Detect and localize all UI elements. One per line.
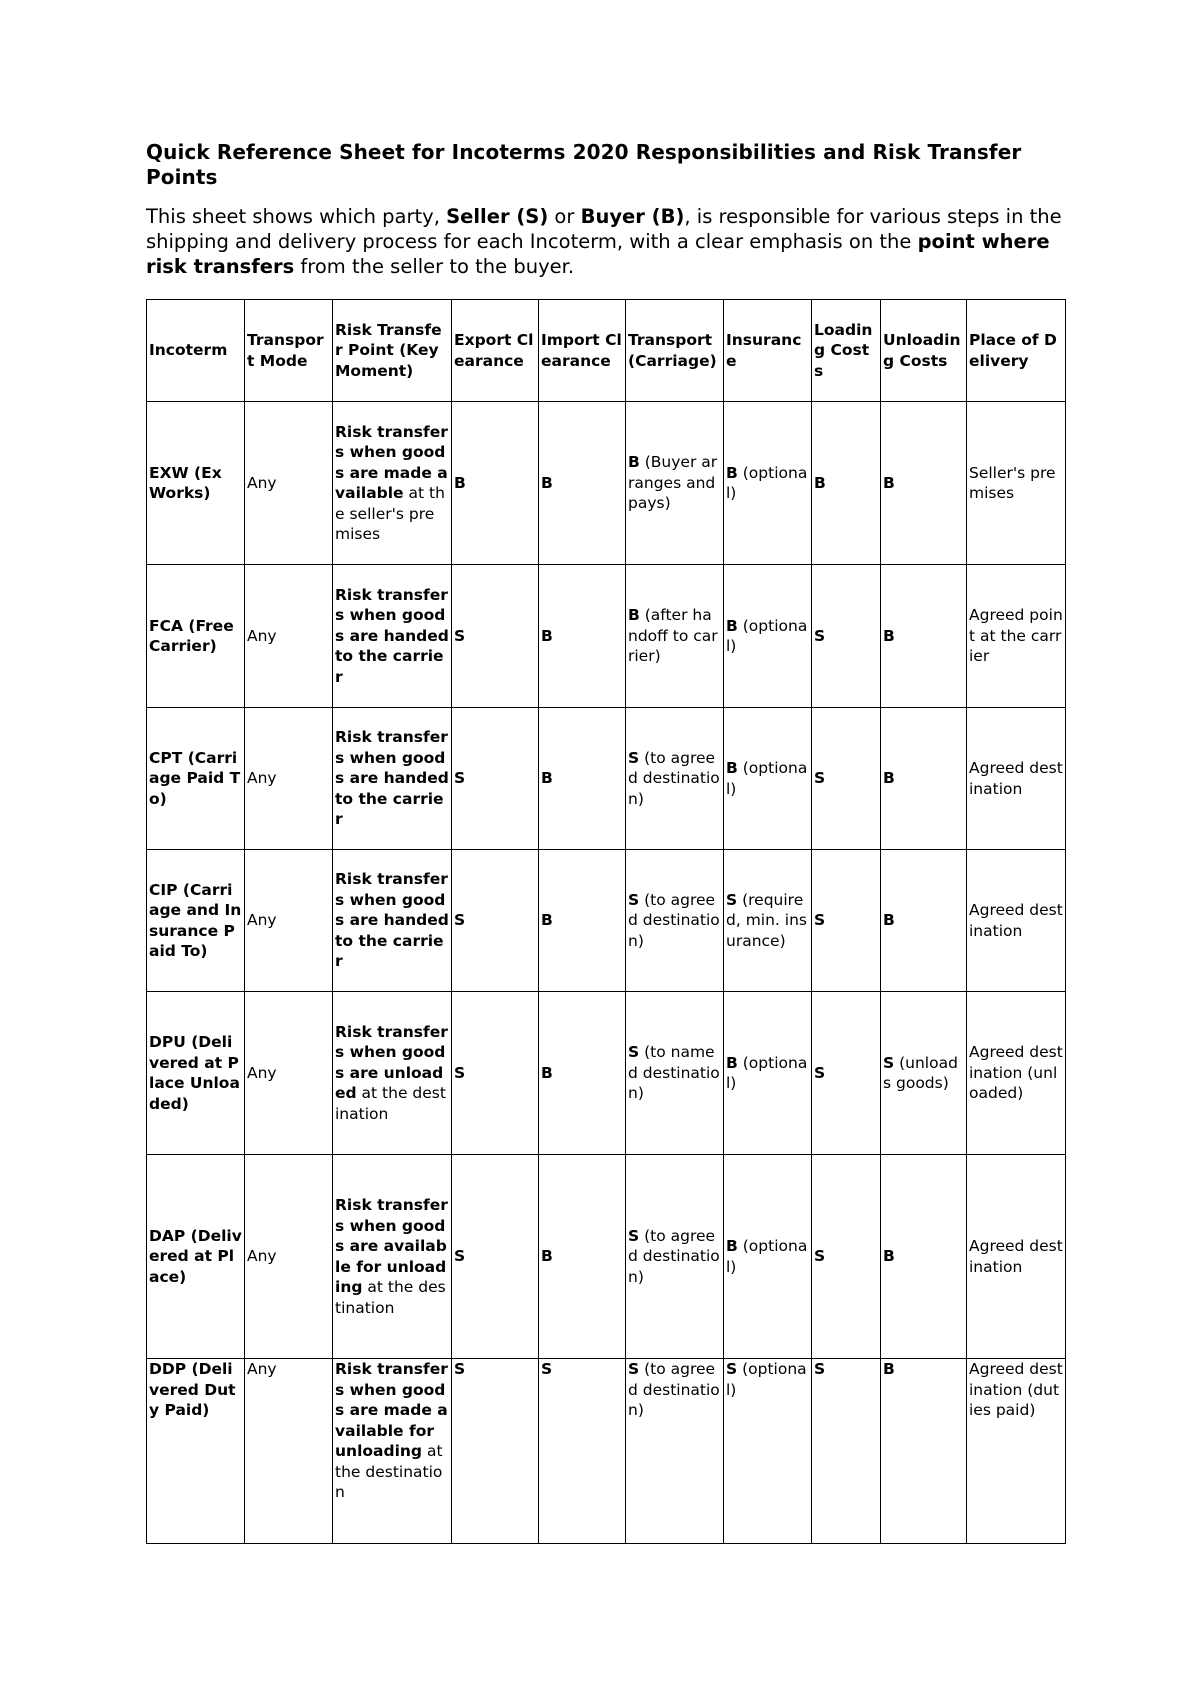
party-code: S <box>883 1053 895 1072</box>
cell-export-clearance: S <box>452 1155 539 1359</box>
intro-text: from the seller to the buyer. <box>294 255 575 278</box>
party-code: B <box>726 759 738 777</box>
header-loading-costs: Loading Costs <box>812 300 881 402</box>
party-note: (optional) <box>726 1360 807 1399</box>
cell-place-of-delivery: Agreed destination <box>967 1155 1066 1359</box>
cell-place-of-delivery: Agreed destination <box>967 708 1066 850</box>
document-page <box>146 140 1064 1544</box>
party-code: B <box>883 769 895 788</box>
cell-transport <box>626 708 724 850</box>
cell-import-clearance: B <box>539 1155 626 1359</box>
cell-transport-mode: Any <box>245 565 333 708</box>
intro-text: This sheet shows which party, <box>146 205 447 228</box>
party-code: S <box>628 748 640 767</box>
risk-key-text: Risk transfers when goods are handed to the carrier <box>335 870 449 971</box>
cell-unloading-costs <box>881 708 967 850</box>
cell-loading-costs: S <box>812 850 881 992</box>
cell-unloading-costs <box>881 1155 967 1359</box>
cell-export-clearance: B <box>452 402 539 565</box>
cell-export-clearance: S <box>452 1359 539 1544</box>
cell-loading-costs: S <box>812 1155 881 1359</box>
intro-text: or <box>548 205 581 228</box>
cell-import-clearance: S <box>539 1359 626 1544</box>
cell-risk-transfer <box>333 1155 452 1359</box>
risk-detail-text: at the destination <box>335 1084 446 1123</box>
party-code: B <box>726 616 738 635</box>
cell-place-of-delivery: Seller's premises <box>967 402 1066 565</box>
seller-label: Seller (S) <box>446 205 549 228</box>
cell-place-of-delivery: Agreed destination <box>967 850 1066 992</box>
header-transport: Transport (Carriage) <box>626 300 724 402</box>
document-title: Quick Reference Sheet for Incoterms 2020 Responsibilities and Risk Transfer Points <box>146 140 1022 189</box>
party-note: (optional) <box>726 1237 808 1276</box>
cell-risk-transfer <box>333 402 452 565</box>
table-row <box>147 565 1066 708</box>
cell-insurance <box>724 850 812 992</box>
cell-insurance <box>724 565 812 708</box>
cell-transport <box>626 402 724 565</box>
party-code: B <box>883 1360 895 1378</box>
incoterms-table <box>146 299 1066 1544</box>
cell-risk-transfer <box>333 992 452 1155</box>
table-row <box>147 850 1066 992</box>
risk-detail-text: at the destination <box>335 1278 446 1317</box>
party-note: (to named destination) <box>628 1043 720 1103</box>
cell-risk-transfer <box>333 565 452 708</box>
cell-transport <box>626 992 724 1155</box>
header-insurance: Insurance <box>724 300 812 402</box>
cell-insurance <box>724 402 812 565</box>
cell-import-clearance: B <box>539 992 626 1155</box>
table-header-row <box>147 300 1066 402</box>
cell-incoterm: DDP (Delivered Duty Paid) <box>147 1359 245 1544</box>
risk-point-emphasis: point where risk transfers <box>146 230 1050 278</box>
cell-insurance <box>724 1359 812 1544</box>
risk-detail-text: at the destination <box>335 1442 443 1501</box>
party-code: B <box>628 606 640 625</box>
risk-key-text: Risk transfers when goods are handed to the carrier <box>335 728 449 829</box>
risk-key-text: Risk transfers when goods are made available <box>335 422 448 502</box>
cell-incoterm: FCA (Free Carrier) <box>147 565 245 708</box>
cell-export-clearance: S <box>452 708 539 850</box>
header-place-of-delivery: Place of Delivery <box>967 300 1066 402</box>
party-note: (unloads goods) <box>883 1053 958 1092</box>
cell-transport <box>626 1359 724 1544</box>
party-note: (to agreed destination) <box>628 1226 720 1286</box>
party-note: (optional) <box>726 1053 808 1092</box>
cell-place-of-delivery: Agreed destination (unloaded) <box>967 992 1066 1155</box>
cell-risk-transfer <box>333 1359 452 1544</box>
cell-loading-costs: S <box>812 1359 881 1544</box>
intro-text: , is responsible for various steps in the shipping and delivery process for each Incoterm, with a clear emphasis on the <box>146 205 1062 253</box>
header-transport-mode: Transport Mode <box>245 300 333 402</box>
party-code: S <box>726 890 738 909</box>
cell-incoterm: DPU (Delivered at Place Unloaded) <box>147 992 245 1155</box>
cell-unloading-costs <box>881 402 967 565</box>
cell-transport-mode: Any <box>245 850 333 992</box>
table-row <box>147 708 1066 850</box>
risk-detail-text: at the seller's premises <box>335 484 445 543</box>
table-row <box>147 402 1066 565</box>
cell-transport-mode: Any <box>245 1155 333 1359</box>
party-code: B <box>628 453 640 472</box>
cell-export-clearance: S <box>452 992 539 1155</box>
cell-export-clearance: S <box>452 565 539 708</box>
cell-transport-mode: Any <box>245 708 333 850</box>
party-code: S <box>628 1226 640 1245</box>
cell-insurance <box>724 992 812 1155</box>
cell-incoterm: CIP (Carriage and Insurance Paid To) <box>147 850 245 992</box>
cell-transport <box>626 565 724 708</box>
party-code: B <box>883 473 895 492</box>
table-row <box>147 992 1066 1155</box>
risk-key-text: Risk transfers when goods are unloaded <box>335 1022 448 1103</box>
cell-loading-costs: S <box>812 708 881 850</box>
party-note: (optional) <box>726 463 808 502</box>
party-note: (to agreed destination) <box>628 748 720 808</box>
cell-loading-costs: S <box>812 565 881 708</box>
cell-insurance <box>724 1155 812 1359</box>
cell-unloading-costs <box>881 565 967 708</box>
cell-loading-costs: S <box>812 992 881 1155</box>
party-code: S <box>726 1360 738 1378</box>
party-code: B <box>883 626 895 645</box>
party-note: (Buyer arranges and pays) <box>628 453 718 513</box>
party-code: B <box>726 1053 738 1072</box>
cell-place-of-delivery: Agreed destination (duties paid) <box>967 1359 1066 1544</box>
table-row <box>147 1359 1066 1544</box>
cell-unloading-costs <box>881 850 967 992</box>
party-note: (optional) <box>726 616 808 655</box>
party-note: (after handoff to carrier) <box>628 606 718 666</box>
party-code: S <box>628 1360 640 1378</box>
cell-import-clearance: B <box>539 708 626 850</box>
cell-transport-mode: Any <box>245 402 333 565</box>
risk-key-text: Risk transfers when goods are made available for unloading <box>335 1360 448 1460</box>
party-code: B <box>726 1237 738 1255</box>
party-code: B <box>883 911 895 930</box>
risk-key-text: Risk transfers when goods are available for unloading <box>335 1196 448 1296</box>
cell-unloading-costs <box>881 992 967 1155</box>
cell-transport <box>626 1155 724 1359</box>
intro-paragraph <box>146 204 1064 279</box>
cell-risk-transfer <box>333 850 452 992</box>
cell-import-clearance: B <box>539 402 626 565</box>
party-note: (required, min. insurance) <box>726 890 807 950</box>
party-code: B <box>726 463 738 482</box>
header-export-clearance: Export Clearance <box>452 300 539 402</box>
header-incoterm: Incoterm <box>147 300 245 402</box>
party-note: (to agreed destination) <box>628 890 720 950</box>
party-note: (to agreed destination) <box>628 1360 720 1419</box>
cell-place-of-delivery: Agreed point at the carrier <box>967 565 1066 708</box>
party-code: S <box>628 890 640 909</box>
party-note: (optional) <box>726 759 808 798</box>
header-risk-transfer: Risk Transfer Point (Key Moment) <box>333 300 452 402</box>
cell-import-clearance: B <box>539 850 626 992</box>
cell-insurance <box>724 708 812 850</box>
cell-import-clearance: B <box>539 565 626 708</box>
table-row <box>147 1155 1066 1359</box>
cell-export-clearance: S <box>452 850 539 992</box>
party-code: B <box>883 1247 895 1266</box>
buyer-label: Buyer (B) <box>580 205 685 228</box>
cell-unloading-costs <box>881 1359 967 1544</box>
cell-risk-transfer <box>333 708 452 850</box>
risk-key-text: Risk transfers when goods are handed to the carrier <box>335 585 449 686</box>
cell-incoterm: DAP (Delivered at Place) <box>147 1155 245 1359</box>
cell-transport-mode: Any <box>245 1359 333 1544</box>
cell-loading-costs: B <box>812 402 881 565</box>
cell-incoterm: EXW (Ex Works) <box>147 402 245 565</box>
party-code: S <box>628 1043 640 1062</box>
header-unloading-costs: Unloading Costs <box>881 300 967 402</box>
cell-transport <box>626 850 724 992</box>
cell-transport-mode: Any <box>245 992 333 1155</box>
cell-incoterm: CPT (Carriage Paid To) <box>147 708 245 850</box>
header-import-clearance: Import Clearance <box>539 300 626 402</box>
